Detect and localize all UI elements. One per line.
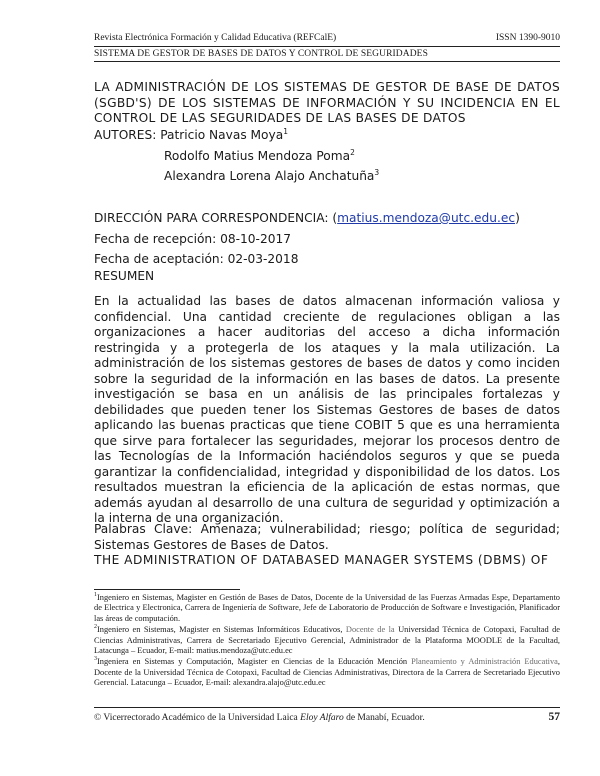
article-title: LA ADMINISTRACIÓN DE LOS SISTEMAS DE GESTOR DE BASE DE DATOS (SGBD'S) DE LOS SISTEMAS DE INFORMACIÓN Y SU INCIDENCIA EN EL CONTROL DE LAS SEGURIDADES DE LAS BASES DE DATOS [94, 80, 560, 126]
keywords: Palabras Clave: Amenaza; vulnerabilidad; riesgo; política de seguridad; Sistemas Gestores de Bases de Datos. [94, 522, 560, 552]
author-line-3 [164, 169, 379, 185]
authors-label: AUTORES: [94, 128, 157, 142]
header-rule [94, 46, 560, 47]
accepted-date: Fecha de aceptación: 02-03-2018 [94, 252, 299, 266]
correspondence-label: DIRECCIÓN PARA CORRESPONDENCIA: [94, 211, 329, 225]
correspondence-email-link[interactable]: matius.mendoza@utc.edu.ec [337, 211, 516, 225]
author-name: Patricio Navas Moya [160, 128, 284, 142]
running-header [94, 32, 560, 44]
footer-rule [94, 707, 560, 708]
author-name: Alexandra Lorena Alajo Anchatuña [164, 169, 375, 183]
author-line-2 [164, 149, 355, 165]
english-title: THE ADMINISTRATION OF DATABASED MANAGER SYSTEMS (DBMS) OF [94, 553, 549, 567]
journal-name: Revista Electrónica Formación y Calidad Educativa (REFCalE) [94, 33, 337, 43]
author-name: Rodolfo Matius Mendoza Poma [164, 149, 351, 163]
correspondence: DIRECCIÓN PARA CORRESPONDENCIA: (matius.mendoza@utc.edu.ec) [94, 211, 520, 225]
footnote-2: $^2$Ingeniero en Sistemas, Magister en Sistemas Informáticos Educativos, Docente de la Universidad Técnica de Cotopaxi, Facultad de Ciencias Administrativas, Carrera de Secretariado Ejecutivo Gerencial, Administrador de la Plataforma MOODLE de la Facultad, Latacunga – Ecuador, E-mail: matius.mendoza@utc.edu.ec [94, 624, 561, 656]
copyright: © Vicerrectorado Académico de la Universidad Laica Eloy Alfaro de Manabí, Ecuador. [94, 713, 425, 723]
footnote-1: $^1$Ingeniero en Sistemas, Magister en Gestión de Bases de Datos, Docente de la Universidad de las Fuerzas Armadas Espe, Departamento de Electrica y Electronica, Carrera de Ingeniería de Software, Jefe de Laboratorio de Producción de Software e Investigación, Planificador las áreas de computación. [94, 592, 560, 623]
page-footer [94, 711, 560, 723]
footnotes [94, 593, 560, 690]
resumen-heading: RESUMEN [94, 269, 155, 283]
author-footnote-ref[interactable]: 3 [374, 167, 380, 177]
author-footnote-ref[interactable]: 2 [350, 147, 355, 157]
section-title: SISTEMA DE GESTOR DE BASES DE DATOS Y CONTROL DE SEGURIDADES [94, 49, 428, 59]
page-number: 57 [548, 711, 560, 723]
received-date: Fecha de recepción: 08-10-2017 [94, 232, 291, 246]
footnote-3: $^3$Ingeniera en Sistemas y Computación, Magister en Ciencias de la Educación Mención Planeamiento y Administración Educativa, Docente de la Universidad Técnica de Cotopaxi, Facultad de Ciencias Administrativas, Directora de la Carrera de Secretariado Ejecutivo Gerencial. Latacunga – Ecuador, E-mail: alexandra.alajo@utc.edu.ec [94, 656, 560, 688]
abstract-text: En la actualidad las bases de datos almacenan información valiosa y confidencial. Una cantidad creciente de regulaciones obligan a las organizaciones a hacer auditorias del acceso a dicha información restringida y a protegerla de los ataques y la mala utilización. La administración de los sistemas gestores de bases de datos y como inciden sobre la seguridad de la información en las bases de datos. La presente investigación se basa en un análisis de las principales fortalezas y debilidades que pueden tener los Sistemas Gestores de bases de datos aplicando las buenas practicas que tiene COBIT 5 que es una herramienta que sirve para fortalecer las seguridades, mejorar los procesos dentro de las Tecnologías de la Información haciéndolos seguros y que se pueda garantizar la confidencialidad, integridad y disponibilidad de los datos. Los resultados muestran la eficiencia de la aplicación de estas normas, que además ayudan al desarrollo de una cultura de seguridad y optimización a la interna de una organización. [94, 294, 560, 525]
footnote-rule [94, 589, 240, 590]
author-footnote-ref[interactable]: 1 [283, 126, 288, 136]
header-rule-bottom [94, 61, 560, 62]
issn: ISSN 1390-9010 [495, 33, 560, 43]
author-line-1 [94, 128, 560, 144]
